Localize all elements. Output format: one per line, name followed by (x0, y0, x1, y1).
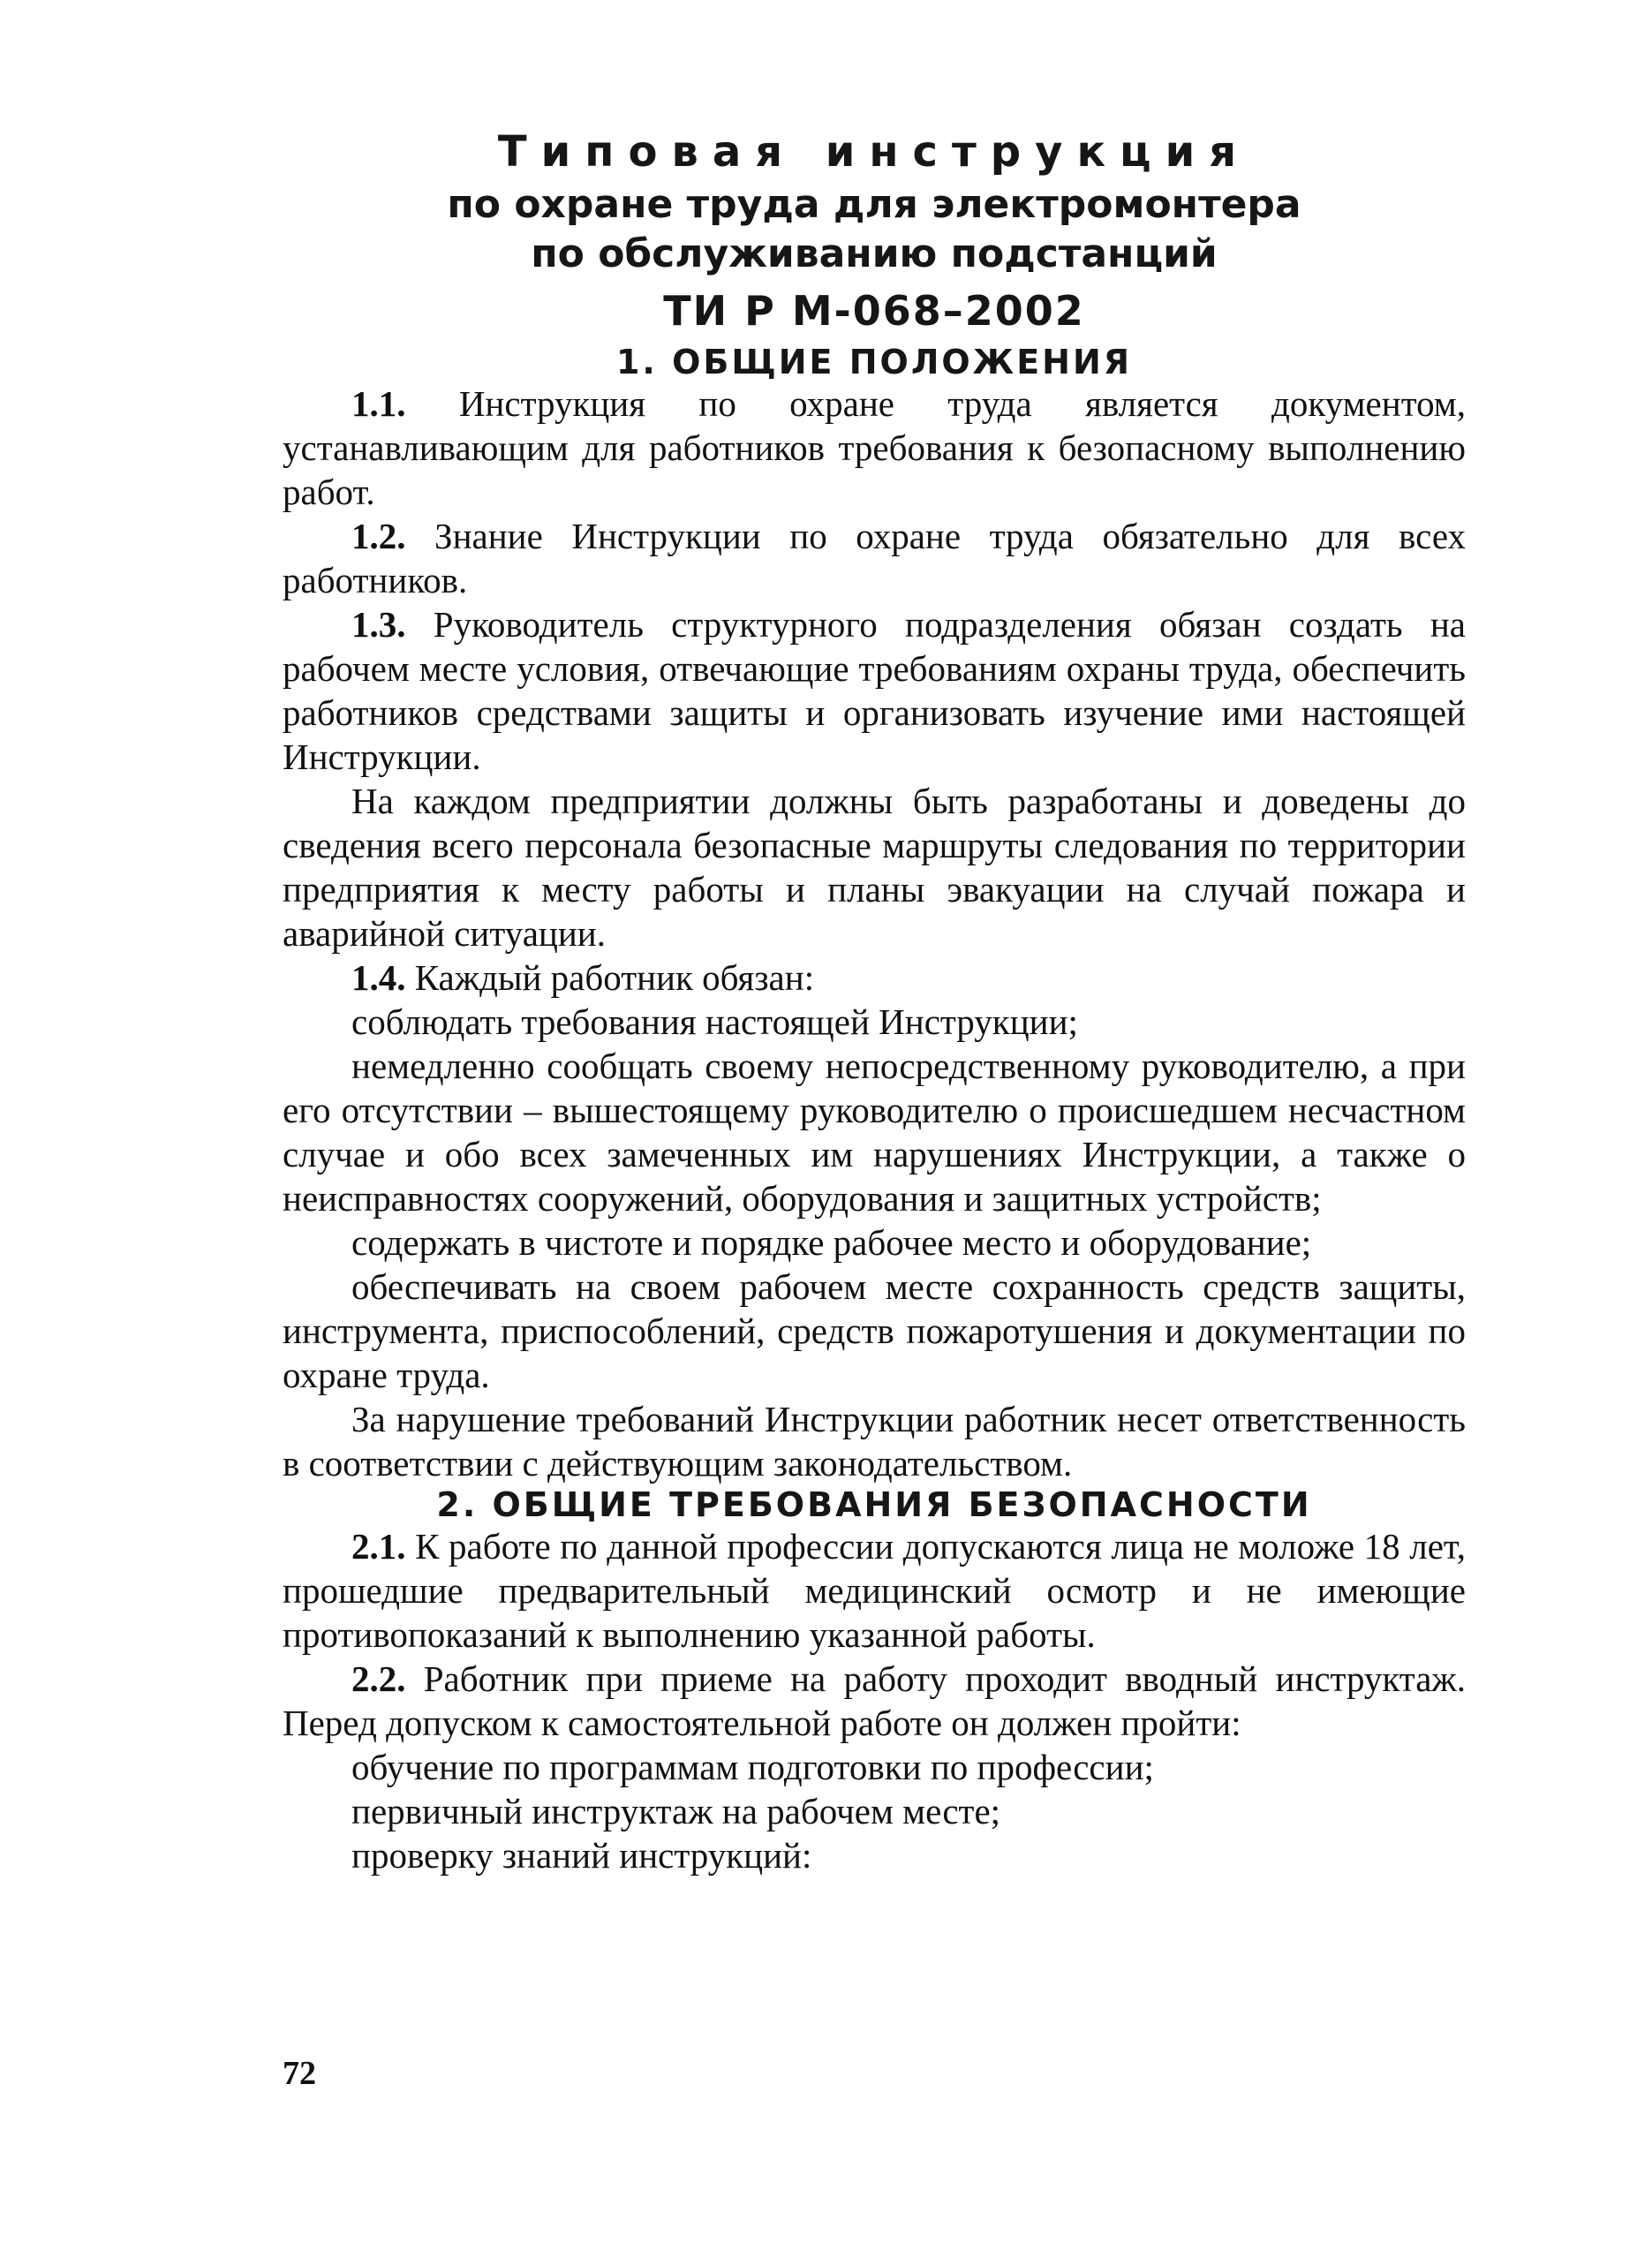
paragraph-text: Руководитель структурного подразделения обязан создать на рабочем месте условия, отвечающие требованиям охраны труда, обеспечить работников средствами защиты и организовать изучение ими настоящей Инструкции. (283, 604, 1466, 777)
duty-item: немедленно сообщать своему непосредственному руководителю, а при его отсутствии – вышестоящему руководителю о происшедшем несчастном случае и обо всех замеченных им нарушениях Инструкции, а также о неисправностях сооружений, оборудования и защитных устройств; (283, 1046, 1466, 1219)
paragraph-text: К работе по данной профессии допускаются лица не моложе 18 лет, прошедшие предварительный медицинский осмотр и не имеющие противопоказаний к выполнению указанной работы. (283, 1526, 1466, 1655)
paragraph-routes: На каждом предприятии должны быть разработаны и доведены до сведения всего персонала безопасные маршруты следования по территории предприятия к месту работы и планы эвакуации на случай пожара и аварийной ситуации. (283, 781, 1466, 954)
paragraph-number: 1.3. (351, 604, 406, 645)
title-line-1: Типовая инструкция (497, 127, 1251, 177)
training-step-item: обучение по программам подготовки по профессии; (351, 1747, 1154, 1787)
paragraph-number: 2.2. (351, 1658, 406, 1699)
title-line-3: по обслуживанию подстанций (531, 231, 1218, 276)
duty-item: обеспечивать на своем рабочем месте сохранность средств защиты, инструмента, приспособлений, средств пожаротушения и документации по охране труда. (283, 1266, 1466, 1395)
paragraph-number: 2.1. (351, 1526, 406, 1567)
training-step-item: первичный инструктаж на рабочем месте; (351, 1791, 1001, 1831)
paragraph-2-2 (283, 1657, 1466, 1745)
document-title (283, 124, 1466, 343)
paragraph-1-2 (283, 514, 1466, 602)
paragraph-text: Знание Инструкции по охране труда обязательно для всех работников. (283, 516, 1466, 600)
document-code: ТИ Р М-068–2002 (663, 287, 1085, 335)
paragraph-1-3 (283, 602, 1466, 779)
paragraph-1-4 (283, 955, 1466, 1000)
paragraph-text: Работник при приеме на работу проходит вводный инструктаж. Перед допуском к самостоятельной работе он должен пройти: (283, 1658, 1466, 1743)
paragraph-1-1 (283, 381, 1466, 514)
title-line-2: по охране труда для электромонтера (447, 182, 1301, 227)
paragraph-number: 1.4. (351, 957, 406, 998)
section-2-heading: 2. ОБЩИЕ ТРЕБОВАНИЯ БЕЗОПАСНОСТИ (436, 1485, 1312, 1524)
training-step-item: проверку знаний инструкций: (351, 1835, 812, 1876)
document-page (283, 124, 1466, 1877)
duty-item: содержать в чистоте и порядке рабочее место и оборудование; (351, 1222, 1312, 1263)
paragraph-text: Каждый работник обязан: (405, 957, 815, 998)
paragraph-text: Инструкция по охране труда является документом, устанавливающим для работников требования к безопасному выполнению работ. (283, 383, 1466, 512)
paragraph-liability: За нарушение требований Инструкции работник несет ответственность в соответствии с действующим законодательством. (283, 1399, 1466, 1484)
paragraph-number: 1.2. (351, 516, 406, 556)
paragraph-number: 1.1. (351, 383, 406, 424)
page-number: 72 (283, 2055, 316, 2092)
duty-item: соблюдать требования настоящей Инструкции; (351, 1001, 1078, 1042)
section-1-heading: 1. ОБЩИЕ ПОЛОЖЕНИЯ (615, 343, 1133, 381)
paragraph-2-1 (283, 1524, 1466, 1657)
